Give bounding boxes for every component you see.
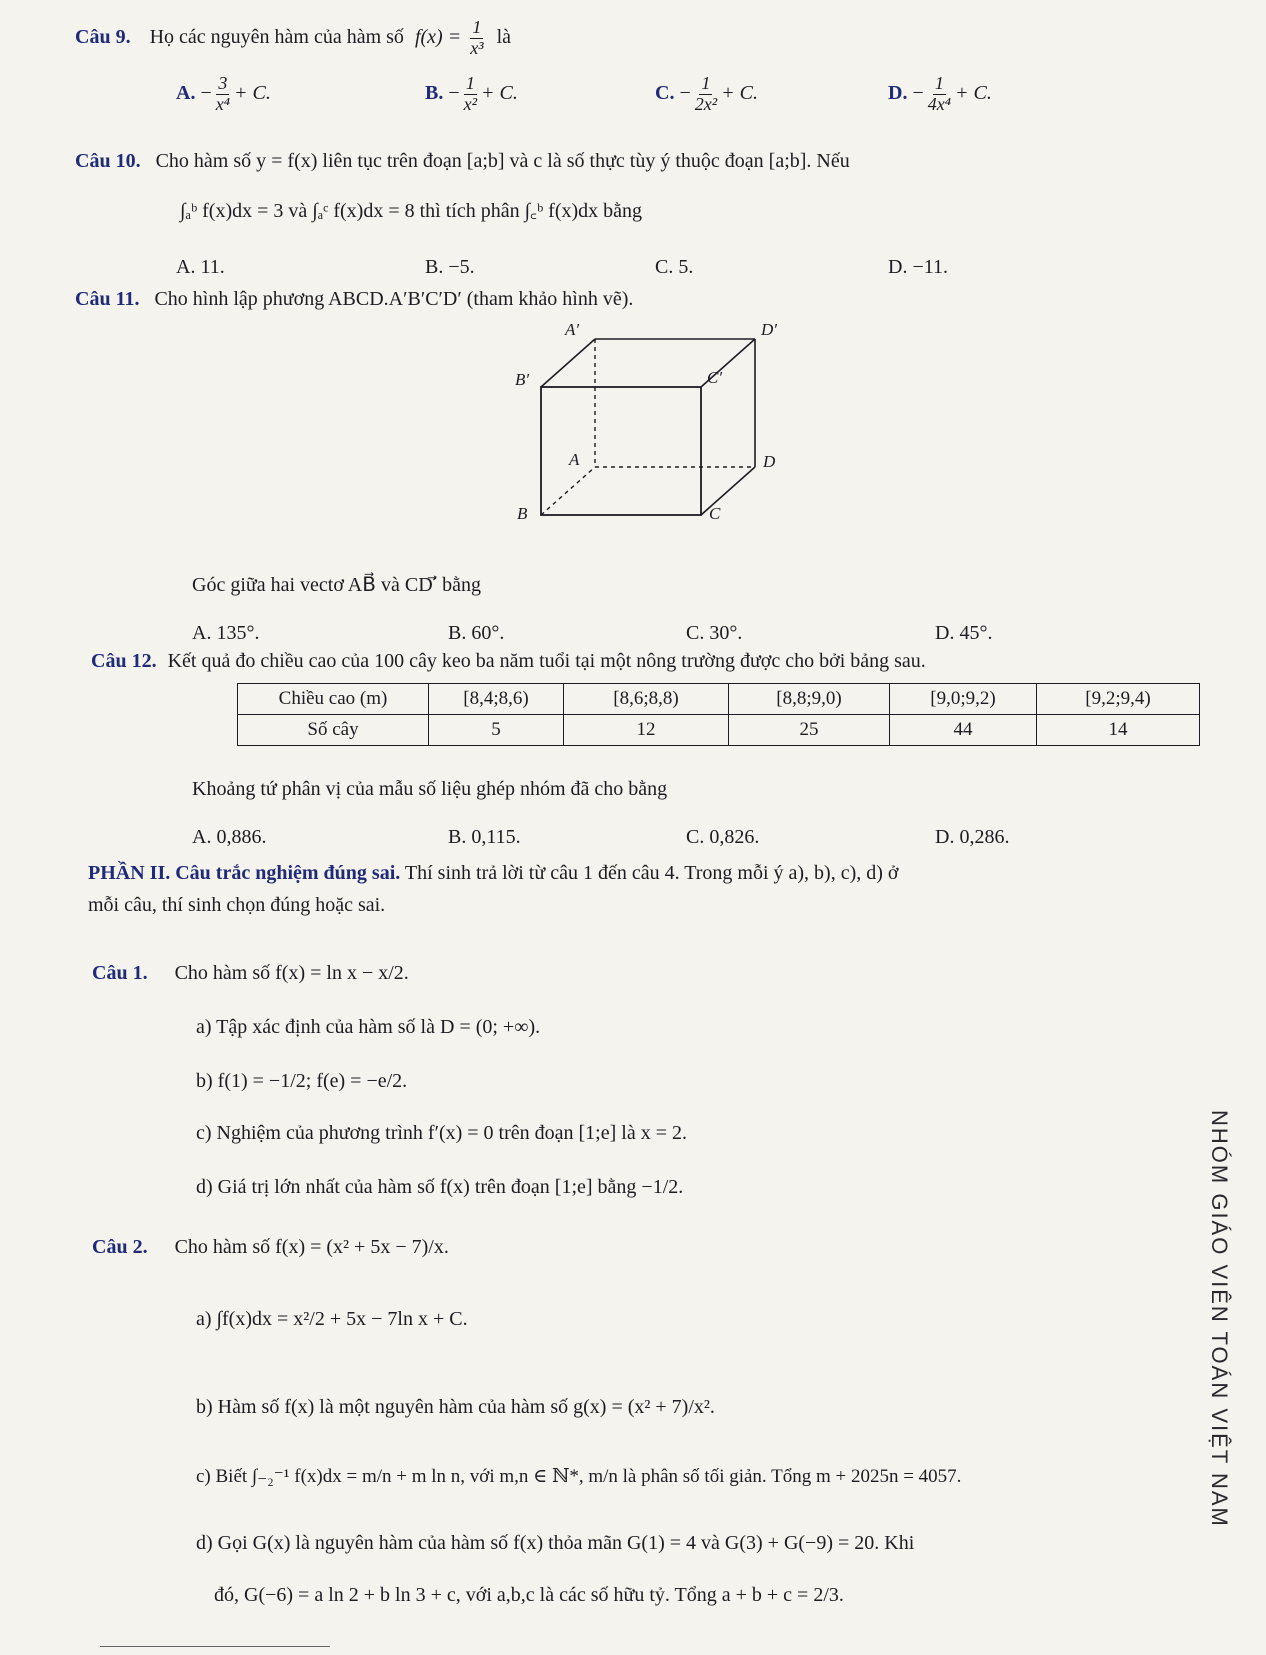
c2-statement-d-line2: đó, G(−6) = a ln 2 + b ln 3 + c, với a,b,c là các số hữu tỷ. Tổng a + b + c = 2/3. <box>214 1584 844 1606</box>
table-cell: 44 <box>890 715 1037 746</box>
part2-text1: Thí sinh trả lời từ câu 1 đến câu 4. Trong mỗi ý a), b), c), d) ở <box>404 862 899 884</box>
c2-statement-a[interactable]: a) ∫f(x)dx = x²/2 + 5x − 7ln x + C. <box>196 1308 468 1330</box>
c1-stem <box>92 962 409 985</box>
c1-statement-c[interactable]: c) Nghiệm của phương trình f′(x) = 0 trên đoạn [1;e] là x = 2. <box>196 1122 687 1144</box>
table-cell: Chiều cao (m) <box>238 684 429 715</box>
label-d: D <box>763 452 776 471</box>
q11-stem <box>75 288 633 311</box>
q11-text: Cho hình lập phương ABCD.A′B′C′D′ (tham khảo hình vẽ). <box>154 288 634 310</box>
c1-statement-b[interactable]: b) f(1) = −1/2; f(e) = −e/2. <box>196 1070 408 1092</box>
label-a1: A′ <box>565 320 580 339</box>
table-cell: [8,8;9,0) <box>729 684 890 715</box>
q9-text: Họ các nguyên hàm của hàm số <box>149 25 404 48</box>
q12-text: Kết quả đo chiều cao của 100 cây keo ba năm tuổi tại một nông trường được cho bởi bảng sau. <box>167 650 926 672</box>
q10-line1 <box>75 150 850 173</box>
table-cell: 25 <box>729 715 890 746</box>
table-cell: [9,0;9,2) <box>890 684 1037 715</box>
label-b: B <box>517 504 528 523</box>
table-row <box>238 684 1200 715</box>
label-c1: C′ <box>707 368 723 387</box>
table-cell: [9,2;9,4) <box>1037 684 1200 715</box>
q10-option-c[interactable]: C. 5. <box>655 256 694 278</box>
q11-option-b[interactable]: B. 60°. <box>448 622 505 644</box>
table-cell: [8,4;8,6) <box>429 684 564 715</box>
table-row <box>238 715 1200 746</box>
cube-figure <box>515 320 815 555</box>
label-d1: D′ <box>761 320 777 339</box>
c2-stem <box>92 1236 449 1259</box>
q12-question: Khoảng tứ phân vị của mẫu số liệu ghép nhóm đã cho bằng <box>192 778 668 800</box>
c1-label: Câu 1. <box>92 962 148 984</box>
q9-option-d[interactable]: D. − $\frac{1}{\text{4x⁴}}$ + C. <box>888 73 992 114</box>
footer-divider <box>100 1646 330 1647</box>
q9-func-lhs: f(x) = <box>414 25 462 48</box>
q10-label: Câu 10. <box>75 150 141 172</box>
q10-option-a[interactable]: A. 11. <box>176 256 225 278</box>
table-cell: 5 <box>429 715 564 746</box>
q9-func-frac: $\frac{1}{\text{x³}}$ <box>470 17 484 58</box>
c2-text: Cho hàm số f(x) = (x² + 5x − 7)/x. <box>174 1236 449 1258</box>
q11-option-a[interactable]: A. 135°. <box>192 622 260 644</box>
q12-option-b[interactable]: B. 0,115. <box>448 826 521 848</box>
edge-b-a-hidden <box>541 467 595 515</box>
q9-option-b[interactable]: B. − $\frac{1}{\text{x²}}$ + C. <box>425 73 518 114</box>
q11-option-d[interactable]: D. 45°. <box>935 622 993 644</box>
q12-option-a[interactable]: A. 0,886. <box>192 826 267 848</box>
q12-option-c[interactable]: C. 0,826. <box>686 826 760 848</box>
q11-option-c[interactable]: C. 30°. <box>686 622 743 644</box>
q12-option-d[interactable]: D. 0,286. <box>935 826 1010 848</box>
height-table <box>237 683 1200 746</box>
q9-option-c[interactable]: C. − $\frac{1}{\text{2x²}}$ + C. <box>655 73 758 114</box>
c1-text: Cho hàm số f(x) = ln x − x/2. <box>174 962 409 984</box>
c2-statement-b[interactable]: b) Hàm số f(x) là một nguyên hàm của hàm số g(x) = (x² + 7)/x². <box>196 1396 715 1418</box>
q10-line2: ∫ₐᵇ f(x)dx = 3 và ∫ₐᶜ f(x)dx = 8 thì tích phân ∫꜀ᵇ f(x)dx bằng <box>180 200 643 222</box>
q10-option-d[interactable]: D. −11. <box>888 256 948 278</box>
watermark-text: NHÓM GIÁO VIÊN TOÁN VIỆT NAM <box>1207 1110 1232 1528</box>
edge-b1-a1 <box>541 339 595 387</box>
q10-text1: Cho hàm số y = f(x) liên tục trên đoạn [a;b] và c là số thực tùy ý thuộc đoạn [a;b]. Nếu <box>155 150 850 172</box>
label-b1: B′ <box>515 370 530 389</box>
q9-option-a[interactable]: A. − $\frac{3}{\text{x⁴}}$ + C. <box>176 73 271 114</box>
c2-label: Câu 2. <box>92 1236 148 1258</box>
q9-tail: là <box>496 25 512 48</box>
part2-intro <box>88 862 898 885</box>
q11-label: Câu 11. <box>75 288 140 310</box>
c1-statement-d[interactable]: d) Giá trị lớn nhất của hàm số f(x) trên đoạn [1;e] bằng −1/2. <box>196 1176 684 1198</box>
c1-statement-a[interactable]: a) Tập xác định của hàm số là D = (0; +∞). <box>196 1016 541 1038</box>
table-cell: [8,6;8,8) <box>564 684 729 715</box>
q9-label: Câu 9. <box>75 25 131 48</box>
front-face <box>541 387 701 515</box>
table-cell: 12 <box>564 715 729 746</box>
table-cell: 14 <box>1037 715 1200 746</box>
part2-text2: mỗi câu, thí sinh chọn đúng hoặc sai. <box>88 894 386 916</box>
q9-stem <box>75 18 511 59</box>
c2-statement-d-line1[interactable]: d) Gọi G(x) là nguyên hàm của hàm số f(x) thỏa mãn G(1) = 4 và G(3) + G(−9) = 20. Khi <box>196 1532 915 1554</box>
table-cell: Số cây <box>238 715 429 746</box>
q12-label: Câu 12. <box>91 650 157 672</box>
q11-question: Góc giữa hai vectơ AB⃗ và CD′⃗ bằng <box>192 574 482 596</box>
q12-stem <box>91 650 926 673</box>
label-a: A <box>569 450 580 469</box>
q10-option-b[interactable]: B. −5. <box>425 256 475 278</box>
label-c: C <box>709 504 721 523</box>
c2-statement-c[interactable]: c) Biết ∫₋₂⁻¹ f(x)dx = m/n + m ln n, với m,n ∈ ℕ*, m/n là phân số tối giản. Tổng m + 2025n = 4057. <box>196 1466 962 1487</box>
part2-heading: PHẦN II. Câu trắc nghiệm đúng sai. <box>88 862 401 884</box>
